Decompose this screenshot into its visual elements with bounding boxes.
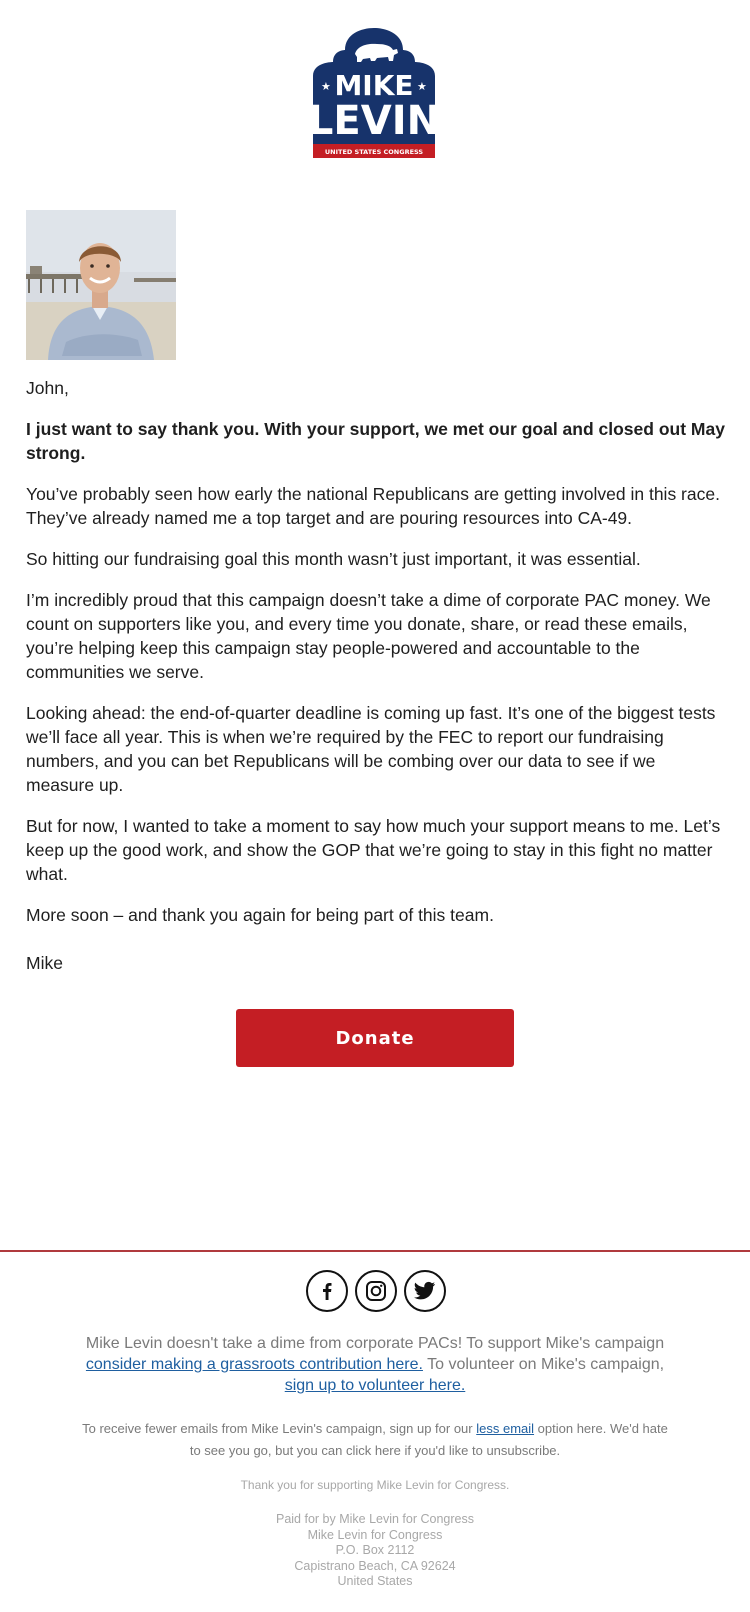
paragraph: You’ve probably seen how early the national Republicans are getting involved in this race. They’ve already named me a top target and are pouring resources into CA-49. [26,484,720,528]
emails-text-post: option here. We'd hate to see you go, but you can click here if you'd like to unsubscribe. [189,1421,668,1458]
greeting: John, [26,378,69,398]
letter-body [26,376,726,992]
paragraph: But for now, I wanted to take a moment to say how much your support means to me. Let’s keep up the good work, and show the GOP that we’re going to stay in this fight no matter what. [26,816,721,884]
support-text: Mike Levin doesn't take a dime from corporate PACs! To support Mike's campaign [85,1335,665,1352]
footer-address [80,1512,670,1590]
address-line: Paid for by Mike Levin for Congress [275,1512,474,1526]
lead-paragraph: I just want to say thank you. With your support, we met our goal and closed out May strong. [26,419,725,463]
campaign-logo [305,28,443,162]
logo-line2: LEVIN [307,98,441,144]
donate-button[interactable]: Donate [236,1009,514,1067]
instagram-icon[interactable] [355,1270,397,1312]
footer-support [80,1333,670,1396]
facebook-icon[interactable] [306,1270,348,1312]
footer-divider [0,1250,750,1252]
emails-text-pre: To receive fewer emails from Mike Levin's campaign, sign up for our [82,1421,473,1436]
address-line: Capistrano Beach, CA 92624 [294,1558,456,1573]
less-email-link[interactable]: less email [476,1421,535,1436]
svg-text:★: ★ [321,80,331,93]
candidate-photo [26,210,176,360]
footer-email-preferences [80,1418,670,1462]
paragraph: More soon – and thank you again for being part of this team. [26,905,494,925]
volunteer-link[interactable]: sign up to volunteer here. [284,1377,466,1394]
address-line: P.O. Box 2112 [335,1543,415,1557]
footer-thanks: Thank you for supporting Mike Levin for Congress. [240,1478,510,1492]
contribute-link[interactable]: consider making a grassroots contribution here. [85,1356,423,1373]
svg-text:★: ★ [417,80,427,93]
logo-tagline: UNITED STATES CONGRESS [324,148,424,156]
address-line: United States [337,1574,413,1588]
volunteer-text: To volunteer on Mike's campaign, [427,1356,665,1373]
paragraph: Looking ahead: the end-of-quarter deadline is coming up fast. It’s one of the biggest tests we’ll face all year. This is when we’re required by the FEC to report our fundraising numbers, and you can bet Republicans will be combing over our data to see if we measure up. [26,703,716,795]
social-links [306,1270,446,1312]
logo-line1: MIKE [334,69,414,102]
address-line: Mike Levin for Congress [307,1527,443,1542]
signature: Mike [26,953,63,973]
twitter-icon[interactable] [404,1270,446,1312]
paragraph: So hitting our fundraising goal this month wasn’t just important, it was essential. [26,549,641,569]
paragraph: I’m incredibly proud that this campaign doesn’t take a dime of corporate PAC money. We count on supporters like you, and every time you donate, share, or read these emails, you’re helping keep this campaign stay people-powered and accountable to the communities we serve. [26,590,711,682]
